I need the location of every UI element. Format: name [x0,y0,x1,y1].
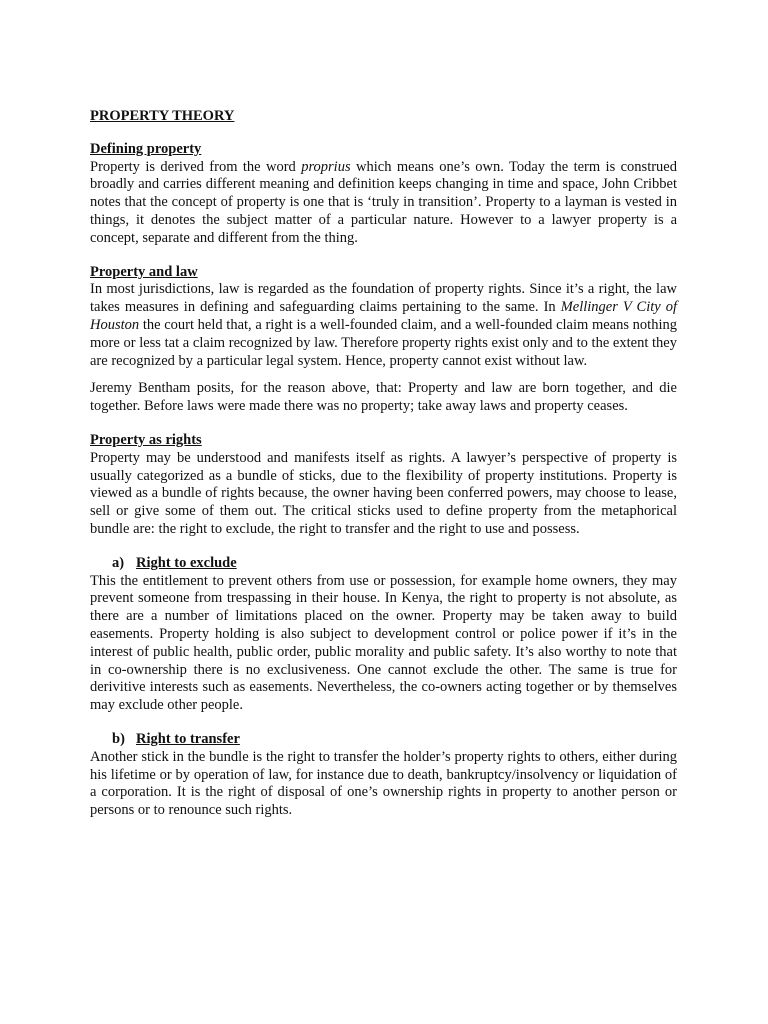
paragraph-bentham: Jeremy Bentham posits, for the reason above, that: Property and law are born together, and die together. Before laws were made there was no property; take away laws and property ceases. [90,380,677,415]
subheading-label: Right to exclude [136,554,237,571]
section-heading-property-and-law: Property and law [90,263,198,280]
text-run: Property is derived from the word [90,158,302,175]
list-marker: a) [112,554,125,571]
paragraph-right-to-exclude: This the entitlement to prevent others from use or possession, for example home owners, they may prevent someone from trespassing in their house. In Kenya, the right to property is not absolute, as there are a number of limitations placed on the owner. Property may be taken away to build easements. Property holding is also subject to development control or police power if it’s in the interest of public health, public order, public morality and public safety. It’s also worthy to note that in co-ownership there is no exclusiveness. One cannot exclude the other. The same is true for derivitive interests such as easements. Nevertheless, the co-owners acting together or by themselves may exclude other people. [90,572,677,714]
subheading-right-to-transfer [90,731,677,749]
paragraph-property-and-law [90,281,677,370]
list-marker: b) [112,730,125,747]
italic-case-name: Mellinger V City of Houston [90,299,678,333]
paragraph-right-to-transfer: Another stick in the bundle is the right to transfer the holder’s property rights to others, either during his lifetime or by operation of law, for instance due to death, bankruptcy/insolvency or liquidation of a corporation. It is the right of disposal of one’s ownership rights in property to another person or persons or to renounce such rights. [90,748,677,819]
text-run: In most jurisdictions, law is regarded as the foundation of property rights. Since it’s a right, the law takes measures in defining and safeguarding claims pertaining to the same. In [90,281,677,316]
document-title: PROPERTY THEORY [90,108,235,124]
document-page [90,108,677,820]
paragraph-property-as-rights: Property may be understood and manifests itself as rights. A lawyer’s perspective of property is usually categorized as a bundle of sticks, due to the flexibility of property institutions. Property is viewed as a bundle of rights because, the owner having been conferred powers, may choose to lease, sell or give some of them out. The critical sticks used to define property from the metaphorical bundle are: the right to exclude, the right to transfer and the right to use and possess. [90,449,677,537]
section-heading-defining-property: Defining property [90,140,202,157]
subheading-label: Right to transfer [136,730,240,747]
text-run: the court held that, a right is a well-founded claim, and a well-founded claim means nothing more or less tat a claim recognized by law. Therefore property rights exist only and to the extent they are recognized by a particular legal system. Hence, property cannot exist without law. [90,316,677,369]
text-run: which means one’s own. Today the term is construed broadly and carries different meaning and definition keeps changing in time and space, John Cribbet notes that the concept of property is one that is ‘truly in transition’. Property to a layman is vested in things, it denotes the subject matter of a particular nature. However to a lawyer property is a concept, separate and different from the thing. [90,158,677,246]
section-heading-property-as-rights: Property as rights [90,431,202,448]
paragraph-defining-property [90,159,677,248]
subheading-right-to-exclude [90,555,677,573]
italic-term-proprius: proprius [301,158,351,175]
